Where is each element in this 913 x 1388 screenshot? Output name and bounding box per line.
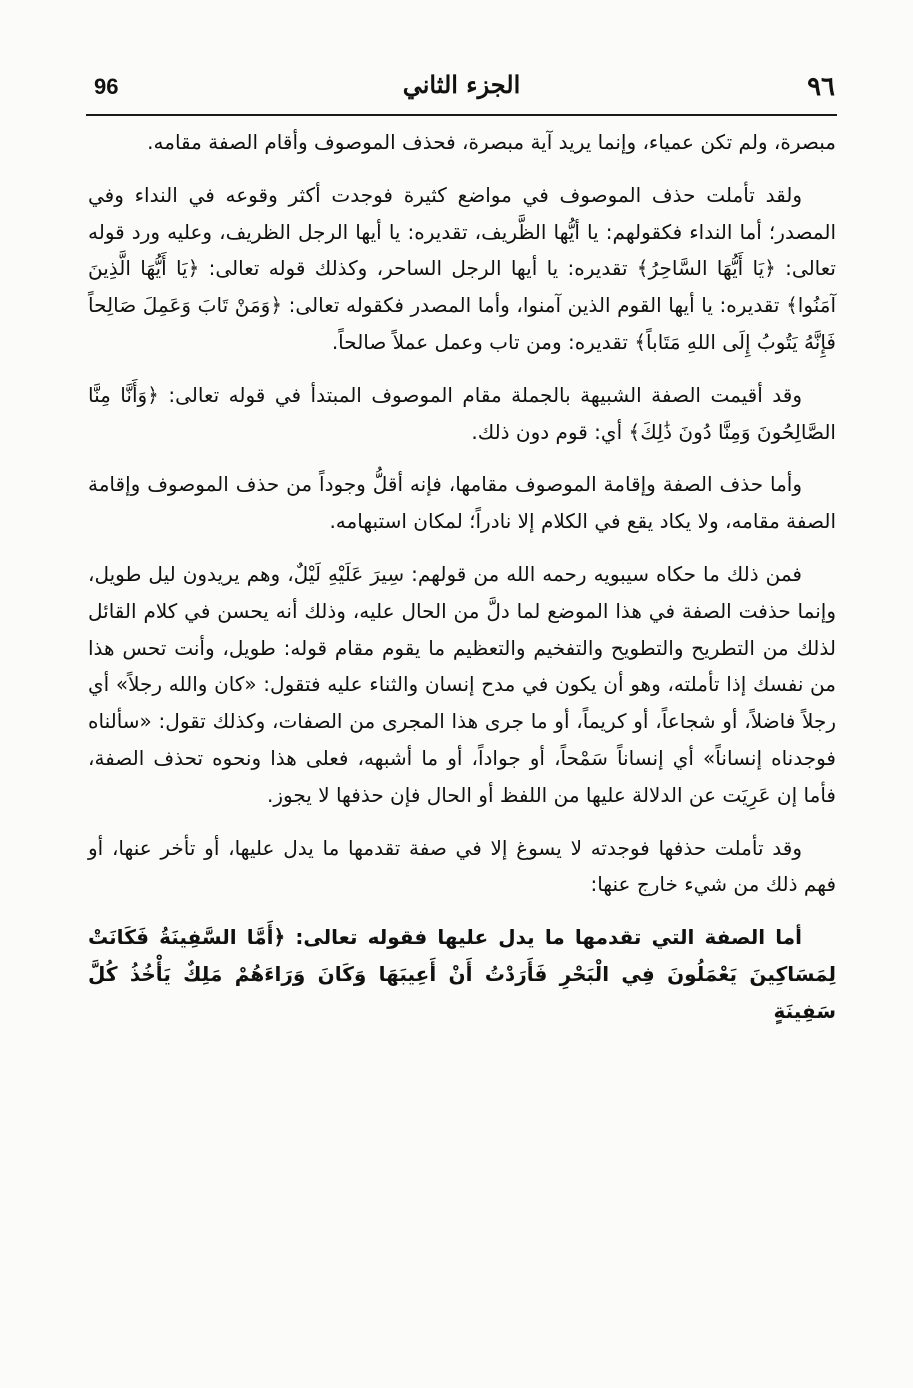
page-number-arabic: ٩٦ [807, 72, 835, 102]
paragraph-with-verse: أما الصفة التي تقدمها ما يدل عليها فقوله تعالى: ﴿أَمَّا السَّفِينَةُ فَكَانَتْ لِمَسَاكِينَ يَعْمَلُونَ فِي الْبَحْرِ فَأَرَدْتُ أَنْ أَعِيبَهَا وَكَانَ وَرَاءَهُمْ مَلِكٌ يَأْخُذُ كُلَّ سَفِينَةٍ [88, 925, 836, 1023]
paragraph: ولقد تأملت حذف الموصوف في مواضع كثيرة فوجدت أكثر وقوعه في النداء وفي المصدر؛ أما النداء فكقولهم: يا أيُّها الظَّريف، تقديره: يا أيها الرجل الظريف، وعليه ورد قوله تعالى: ﴿يَا أَيُّهَا السَّاحِرُ﴾ تقديره: يا أيها الرجل الساحر، وكذلك قوله تعالى: ﴿يَا أَيُّهَا الَّذِينَ آمَنُوا﴾ تقديره: يا أيها القوم الذين آمنوا، وأما المصدر فكقوله تعالى: ﴿وَمَنْ تَابَ وَعَمِلَ صَالِحاً فَإِنَّهُ يَتُوبُ إِلَى اللهِ مَتَاباً﴾ تقديره: ومن تاب وعمل عملاً صالحاً. [88, 182, 836, 354]
paragraph: وأما حذف الصفة وإقامة الموصوف مقامها، فإنه أقلُّ وجوداً من حذف الموصوف وإقامة الصفة مقامه، ولا يكاد يقع في الكلام إلا نادراً؛ لمكان استبهامه. [88, 472, 836, 534]
paragraph: فمن ذلك ما حكاه سيبويه رحمه الله من قولهم: سِيرَ عَلَيْهِ لَيْلٌ، وهم يريدون ليل طويل، وإنما حذفت الصفة في هذا الموضع لما دلَّ من الحال عليه، وذلك أنه يحسن في كلام القائل لذلك من التطريح والتطويح والتفخيم والتعظيم ما يقوم مقام قوله: طويل، وأنت تحس هذا من نفسك إذا تأملته، وهو أن يكون في مدح إنسان والثناء عليه فتقول: «كان والله رجلاً» أي رجلاً فاضلاً، أو شجاعاً، أو كريماً، أو ما جرى هذا المجرى من الصفات، وكذلك تقول: «سألناه فوجدناه إنساناً» أي إنساناً سَمْحاً، أو جواداً، أو ما أشبهه، فعلى هذا ونحوه تحذف الصفة، فأما إن عَرِيَت عن الدلالة عليها من اللفظ أو الحال فإن حذفها لا يجوز. [88, 561, 836, 807]
paragraph: وقد أقيمت الصفة الشبيهة بالجملة مقام الموصوف المبتدأ في قوله تعالى: ﴿وَأَنَّا مِنَّا الصَّالِحُونَ وَمِنَّا دُونَ ذَٰلِكَ﴾ أي: قوم دون ذلك. [88, 382, 836, 444]
header-rule [86, 114, 837, 116]
page-number-latin: 96 [94, 74, 119, 99]
page-header [86, 66, 837, 110]
paragraph-continuation: مبصرة، ولم تكن عمياء، وإنما يريد آية مبصرة، فحذف الموصوف وأقام الصفة مقامه. [147, 130, 836, 154]
paragraph: وقد تأملت حذفها فوجدته لا يسوغ إلا في صفة تقدمها ما يدل عليها، أو تأخر عنها، أو فهم ذلك من شيء خارج عنها: [88, 835, 836, 897]
page-body [88, 124, 836, 1030]
running-title: الجزء الثاني [402, 70, 521, 99]
